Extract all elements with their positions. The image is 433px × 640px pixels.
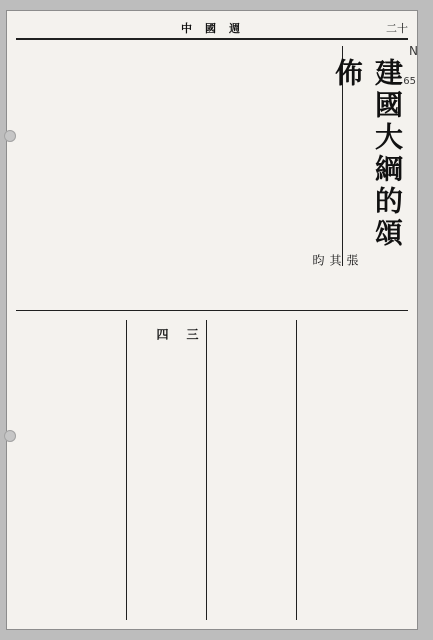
section-divider (16, 310, 408, 311)
publication-name (181, 20, 243, 36)
header-char: 中 (181, 22, 195, 35)
column-divider (126, 320, 127, 620)
header-char: 國 (205, 22, 219, 35)
handwritten-mark: 65 (403, 76, 416, 87)
punch-hole (4, 430, 16, 442)
lower-body-columns (16, 322, 408, 622)
handwritten-marks (392, 36, 418, 116)
column-divider (296, 320, 297, 620)
document-page (6, 10, 418, 630)
article-author: 張其昀 (311, 254, 359, 266)
header-char: 週 (229, 22, 243, 35)
punch-hole (4, 130, 16, 142)
upper-body-columns (16, 46, 336, 302)
page-header (16, 18, 408, 40)
section-heading: 三 (185, 328, 199, 340)
section-heading: 四 (155, 328, 169, 340)
handwritten-mark: N (409, 44, 418, 58)
article-title: 建國大綱的頌佈 (331, 58, 404, 250)
column-divider (206, 320, 207, 620)
page-number: 二十 (386, 22, 408, 35)
